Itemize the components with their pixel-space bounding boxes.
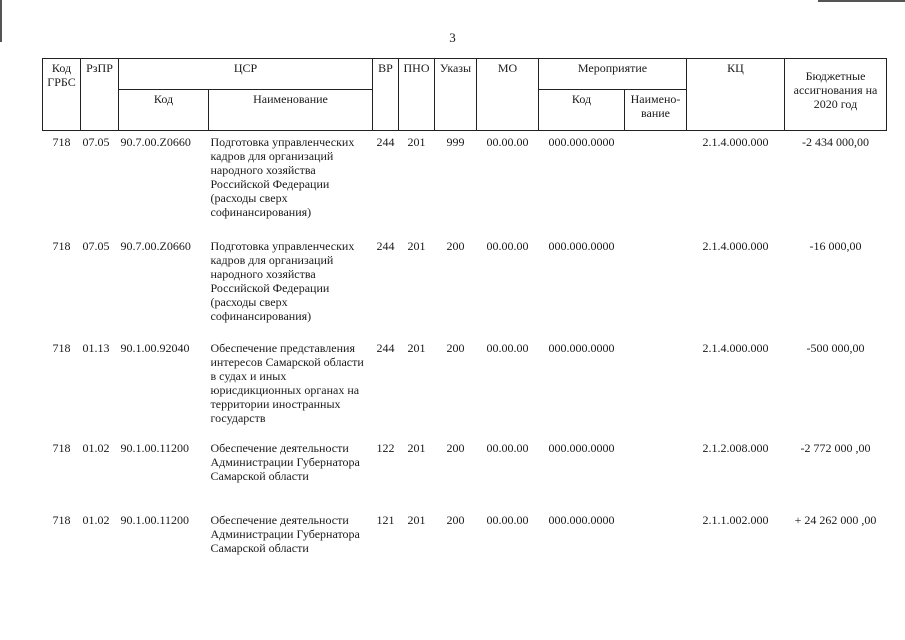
cell-amount: -500 000,00 [806, 341, 865, 355]
cell-pno: 201 [407, 441, 426, 455]
cell-vr: 121 [376, 513, 395, 527]
cell-mer-code: 000.000.0000 [548, 441, 615, 455]
page-number: 3 [449, 30, 456, 45]
table-row [43, 437, 887, 509]
cell-grbs: 718 [52, 341, 71, 355]
cell-ukazy: 200 [446, 513, 465, 527]
cell-mo: 00.00.00 [486, 135, 529, 149]
cell-amount: -16 000,00 [809, 239, 862, 253]
scan-mark-top-right [818, 0, 905, 2]
budget-table [42, 58, 887, 577]
cell-mer-code: 000.000.0000 [548, 513, 615, 527]
header-pno: ПНО [399, 59, 435, 131]
cell-amount: -2 772 000 ,00 [800, 441, 871, 455]
header-vr: ВР [373, 59, 399, 131]
table-row [43, 509, 887, 577]
table-row [43, 337, 887, 437]
cell-csr-code: 90.1.00.92040 [120, 341, 190, 355]
header-csr-name: Наименование [209, 90, 373, 131]
cell-amount: -2 434 000,00 [802, 135, 869, 149]
cell-ukazy: 200 [446, 441, 465, 455]
cell-mer-code: 000.000.0000 [548, 135, 615, 149]
cell-name: Обеспечение деятельности Администрации Губернатора Самарской области [210, 513, 360, 555]
cell-kc: 2.1.2.008.000 [702, 441, 769, 455]
cell-grbs: 718 [52, 239, 71, 253]
cell-amount: + 24 262 000 ,00 [794, 513, 877, 527]
cell-csr-code: 90.1.00.11200 [120, 513, 190, 527]
header-grbs: Код ГРБС [43, 59, 81, 131]
cell-mer-name [625, 235, 687, 337]
header-rzpr: РзПР [81, 59, 119, 131]
cell-rzpr: 01.02 [82, 513, 110, 527]
cell-mer-code: 000.000.0000 [548, 341, 615, 355]
header-meropriyatie: Мероприятие [539, 59, 687, 90]
cell-mer-code: 000.000.0000 [548, 239, 615, 253]
cell-name: Подготовка управленческих кадров для организаций народного хозяйства Российской Федерации (расходы сверх софинансирования) [210, 239, 355, 323]
cell-mo: 00.00.00 [486, 239, 529, 253]
cell-mer-name [625, 131, 687, 236]
header-mo: МО [477, 59, 539, 131]
cell-ukazy: 999 [446, 135, 465, 149]
cell-mer-name [625, 509, 687, 577]
header-csr: ЦСР [119, 59, 373, 90]
cell-pno: 201 [407, 341, 426, 355]
cell-csr-code: 90.7.00.Z0660 [120, 239, 191, 253]
header-kc: КЦ [687, 59, 785, 131]
cell-mer-name [625, 437, 687, 509]
cell-pno: 201 [407, 513, 426, 527]
cell-name: Обеспечение деятельности Администрации Губернатора Самарской области [210, 441, 360, 483]
header-budget: Бюджетные ассигнования на 2020 год [785, 59, 887, 131]
cell-mo: 00.00.00 [486, 341, 529, 355]
cell-grbs: 718 [52, 135, 71, 149]
cell-rzpr: 01.13 [82, 341, 110, 355]
cell-rzpr: 01.02 [82, 441, 110, 455]
cell-pno: 201 [407, 135, 426, 149]
cell-grbs: 718 [52, 513, 71, 527]
cell-kc: 2.1.4.000.000 [702, 239, 769, 253]
cell-vr: 122 [376, 441, 395, 455]
header-mer-code: Код [539, 90, 625, 131]
table-row [43, 235, 887, 337]
cell-mer-name [625, 337, 687, 437]
cell-kc: 2.1.4.000.000 [702, 135, 769, 149]
cell-ukazy: 200 [446, 239, 465, 253]
cell-vr: 244 [376, 135, 395, 149]
cell-vr: 244 [376, 239, 395, 253]
cell-mo: 00.00.00 [486, 441, 529, 455]
cell-ukazy: 200 [446, 341, 465, 355]
cell-name: Обеспечение представления интересов Самарской области в судах и иных юрисдикционных органах на территории иностранных государств [210, 341, 364, 425]
cell-mo: 00.00.00 [486, 513, 529, 527]
cell-csr-code: 90.7.00.Z0660 [120, 135, 191, 149]
cell-vr: 244 [376, 341, 395, 355]
table-row [43, 131, 887, 236]
scan-mark-left [0, 0, 2, 42]
header-csr-code: Код [119, 90, 209, 131]
cell-rzpr: 07.05 [82, 239, 110, 253]
cell-kc: 2.1.4.000.000 [702, 341, 769, 355]
cell-grbs: 718 [52, 441, 71, 455]
cell-csr-code: 90.1.00.11200 [120, 441, 190, 455]
header-ukazy: Указы [435, 59, 477, 131]
cell-rzpr: 07.05 [82, 135, 110, 149]
cell-kc: 2.1.1.002.000 [702, 513, 769, 527]
cell-pno: 201 [407, 239, 426, 253]
cell-name: Подготовка управленческих кадров для организаций народного хозяйства Российской Федерации (расходы сверх софинансирования) [210, 135, 355, 219]
header-mer-name: Наимено-вание [625, 90, 687, 131]
